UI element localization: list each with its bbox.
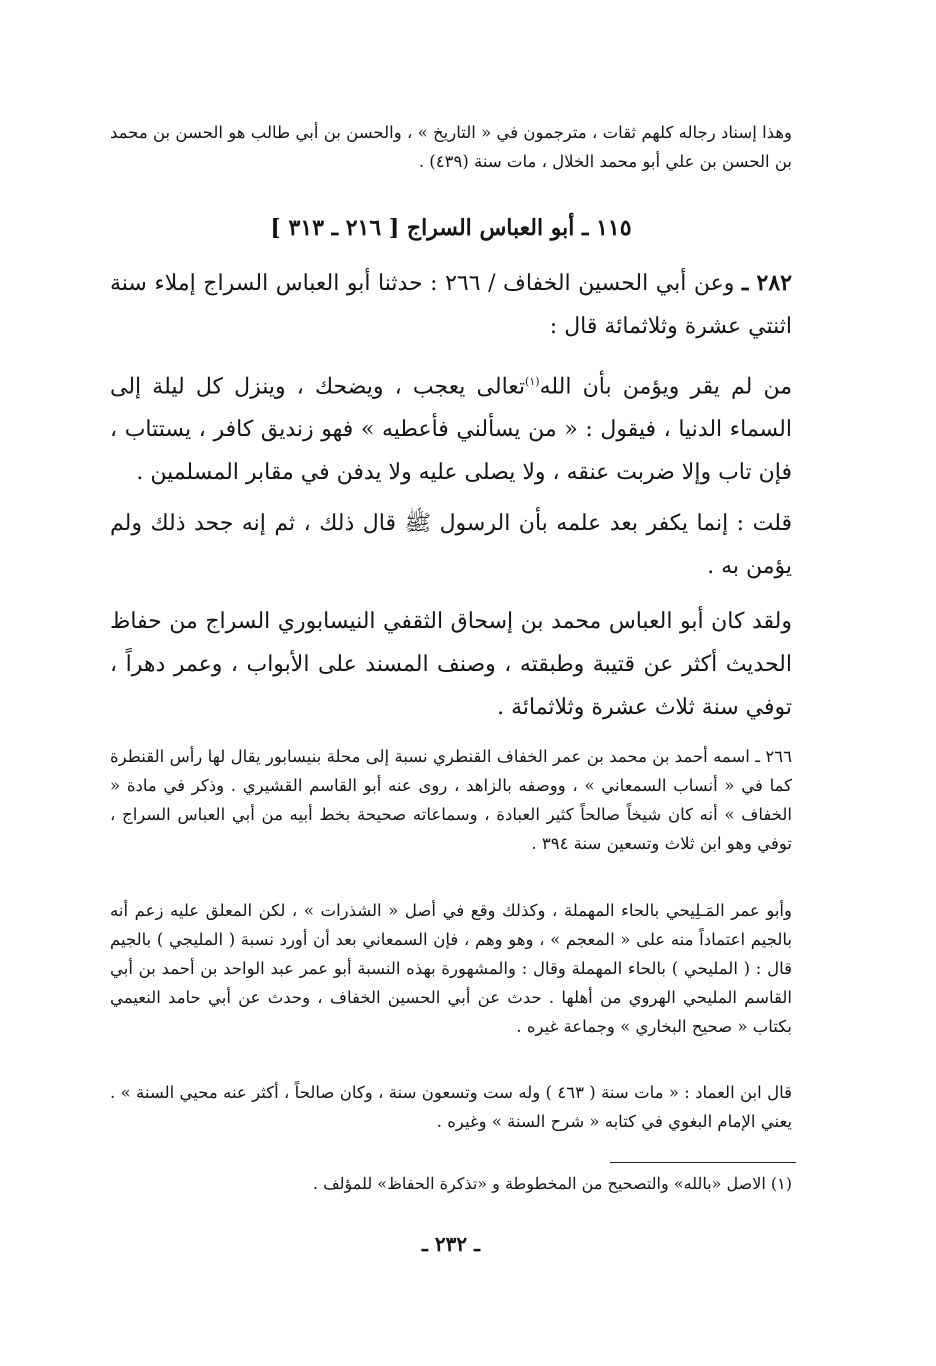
biography-paragraph: ولقد كان أبو العباس محمد بن إسحاق الثقفي النيسابوري السراج من حفاظ الحديث أكثر عن قتيبة وطبقته ، وصنف المسند على الأبواب ، وعمر دهراً ، توفي سنة ثلاث عشرة وثلاثمائة . [110,609,792,720]
page-number: ـ ٢٣٢ ـ [422,1232,480,1256]
narration-paragraph [110,262,792,348]
footnote-text: (١) الاصل «بالله» والتصحيح من المخطوطة و «تذكرة الحفاظ» للمؤلف . [312,1174,792,1193]
narration-text: وعن أبي الحسين الخفاف / ٢٦٦ : حدثنا أبو العباس السراج إملاء سنة اثنتي عشرة وثلاثمائة قال : [110,271,792,339]
quote-after-note: تعالى يعجب ، ويضحك ، وينزل كل ليلة إلى السماء الدنيا ، فيقول : « من يسألني فأعطيه » فهو زنديق كافر ، يستتاب ، فإن تاب وإلا ضربت عنقه ، ولا يصلى عليه ولا يدفن في مقابر المسلمين . [110,374,792,486]
note-malihi-paragraph: وأبو عمر المَـلِيحي بالحاء المهملة ، وكذلك وقع في أصل « الشذرات » ، لكن المعلق عليه زعم أنه بالجيم اعتماداً منه على « المعجم » ، وهو وهم ، فإن السمعاني بعد أن أورد نسبة ( المليجي ) بالجيم قال : ( المليحي ) بالحاء المهملة وقال : والمشهورة بهذه النسبة أبو عمر عبد الواحد بن أحمد بن أبي القاسم المليحي الهروي من أهلها . حدث عن أبي الحسين الخفاف ، وحدث عن أبي حامد النعيمي بكتاب « صحيح البخاري » وجماعة غيره . [110,901,792,1036]
quote-paragraph [110,360,792,494]
quote-before-note: من لم يقر ويؤمن بأن الله [539,374,792,400]
note-266-paragraph: ٢٦٦ ـ اسمه أحمد بن محمد بن عمر الخفاف القنطري نسبة إلى محلة بنيسابور يقال لها رأس القنطرة كما في « أنساب السمعاني » ، ووصفه بالزاهد ، روى عنه أبو القاسم القشيري . وذكر في مادة « الخفاف » أنه كان شيخاً صالحاً كثير العبادة ، وسماعاته صحيحة بخط أبيه من أبي العباس السراج ، توفي وهو ابن ثلاث وتسعين سنة ٣٩٤ . [110,747,792,853]
top-paragraph: وهذا إسناد رجاله كلهم ثقات ، مترجمون في « التاريخ » ، والحسن بن أبي طالب هو الحسن بن محمد بن الحسن بن علي أبو محمد الخلال ، مات سنة (٤٣٩) . [110,123,792,171]
footnote-divider [610,1162,796,1163]
section-heading: ١١٥ ـ أبو العباس السراج [ ٢١٦ ـ ٣١٣ ] [270,215,632,241]
comment-paragraph: قلت : إنما يكفر بعد علمه بأن الرسول ﷺ قال ذلك ، ثم إنه جحد ذلك ولم يؤمن به . [110,511,792,579]
footnote-marker: (١) [525,375,540,388]
narration-number: ٢٨٢ ـ [741,270,792,296]
note-imad-paragraph: قال ابن العماد : « مات سنة ( ٤٦٣ ) وله ست وتسعون سنة ، وكان صالحاً ، أكثر عنه محيي السنة » . يعني الإمام البغوي في كتابه « شرح السنة » وغيره . [110,1083,792,1131]
